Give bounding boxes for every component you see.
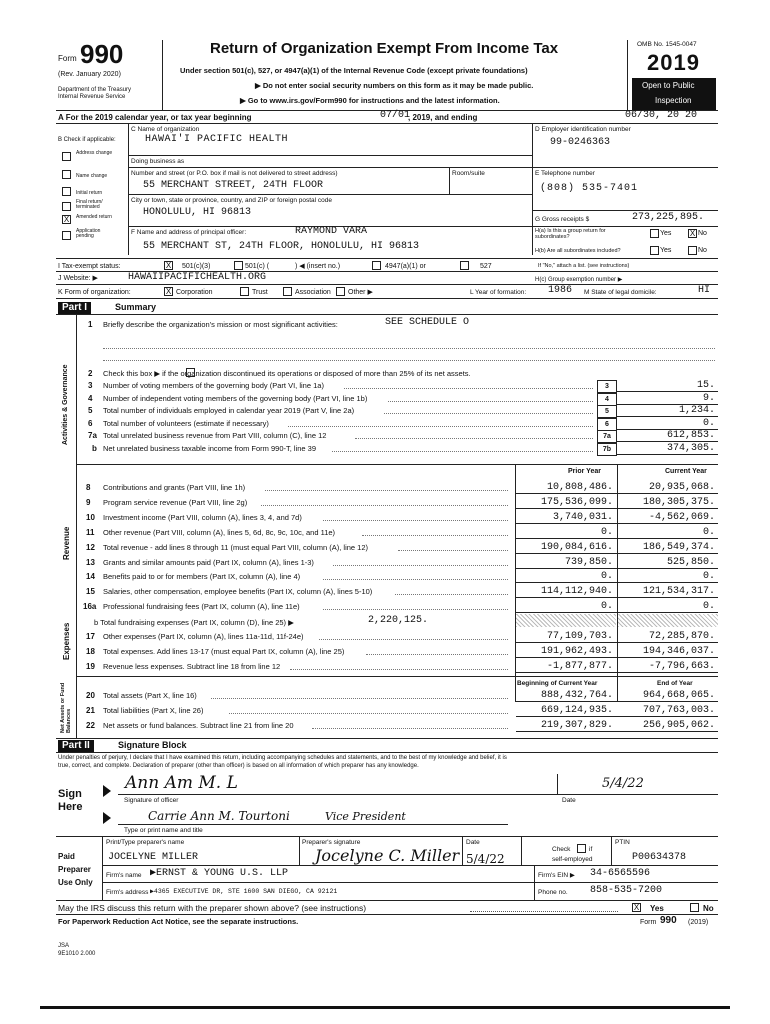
gov-line-text: Net unrelated business taxable income from Form 990-T, line 39 (103, 443, 317, 453)
fin-line-number: 21 (86, 706, 95, 715)
gov-line-text: Total unrelated business revenue from Part VIII, column (C), line 12 (103, 431, 327, 440)
prior-year-value: 0. (600, 601, 613, 613)
gov-line-text: Number of independent voting members of the governing body (Part VI, line 1b) (103, 393, 368, 403)
status-527: 527 (480, 263, 492, 270)
gov-line-number: 4 (88, 393, 93, 403)
org-other: Other ▶ (348, 289, 373, 296)
firm-address: ▶4365 EXECUTIVE DR, STE 1600 SAN DIEGO, CA 92121 (150, 888, 338, 895)
row-rule (516, 568, 718, 569)
street-address: 55 MERCHANT STREET, 24TH FLOOR (143, 180, 324, 191)
row-rule (516, 657, 718, 658)
dot-leader (319, 639, 508, 640)
tax-year-end: 06/30, 20 20 (625, 110, 698, 121)
phone: (808) 535-7401 (540, 183, 639, 194)
fin-line-text: Net assets or fund balances. Subtract line 21 from line 20 (103, 721, 294, 730)
checkbox-final-return[interactable] (62, 202, 71, 211)
current-year-value: -4,562,069. (648, 511, 715, 523)
status-501c3-checkbox[interactable]: X (165, 261, 172, 270)
sig-officer-label: Signature of officer (124, 797, 179, 804)
row-rule (516, 701, 718, 702)
row-rule (516, 523, 718, 524)
b-item-1: Name change (76, 173, 108, 179)
fin-line-number: 14 (86, 572, 95, 582)
footer-form-number: 990 (660, 915, 677, 926)
row-rule (516, 582, 718, 583)
preparer-phone: 858-535-7200 (590, 885, 663, 896)
org-name-label: C Name of organization (131, 126, 200, 133)
firm-ein-label: Firm's EIN ▶ (538, 872, 575, 879)
firm-addr-label: Firm's address (106, 889, 149, 896)
prep-signature[interactable]: Jocelyne C. Miller (315, 846, 460, 865)
firm-name: ▶ERNST & YOUNG U.S. LLP (150, 868, 289, 879)
hb-no-checkbox[interactable] (688, 246, 697, 255)
dot-leader (323, 579, 508, 580)
line16b-value: 2,220,125. (368, 615, 429, 626)
org-corporation: Corporation (176, 289, 213, 296)
b-item-3: Final return/ terminated (76, 199, 103, 210)
prior-year-value: 191,962,493. (540, 646, 613, 657)
ha-label: H(a) Is this a group return for subordinates? (535, 228, 606, 240)
city: HONOLULU, HI 96813 (143, 207, 252, 218)
discuss-yes-checkbox[interactable]: X (633, 903, 640, 912)
row-rule (516, 597, 718, 598)
prep-date: 5/4/22 (466, 852, 505, 866)
part1-tag: Part I (58, 302, 91, 314)
gov-line-number: 6 (88, 418, 93, 428)
side-expenses: Expenses (62, 622, 71, 660)
printed-name: Carrie Ann M. Tourtoni (148, 809, 290, 823)
line-a-sep: , 2019, and ending (408, 113, 478, 122)
gov-line-value: 9. (702, 392, 715, 404)
page-bottom-rule (40, 1006, 730, 1009)
current-year-value: 525,850. (666, 556, 715, 568)
state-domicile: HI (698, 285, 711, 296)
prior-year-value: 77,109,703. (546, 631, 613, 642)
fin-line-number: 12 (86, 542, 95, 552)
department: Department of the Treasury (58, 87, 132, 93)
fin-line-number: 18 (86, 647, 95, 656)
fin-line-number: 10 (86, 512, 95, 522)
row-rule (516, 716, 718, 717)
org-association: Association (295, 289, 331, 296)
prior-year-value: 3,740,031. (552, 511, 613, 523)
fin-line-number: 17 (86, 632, 95, 641)
officer-address: 55 MERCHANT ST, 24TH FLOOR, HONOLULU, HI 96813 (143, 241, 420, 252)
prep-name-label: Print/Type preparer's name (106, 839, 185, 846)
status-501c-checkbox[interactable] (234, 261, 243, 270)
row-rule (516, 493, 718, 494)
discuss-no-checkbox[interactable] (690, 903, 699, 912)
dot-leader (384, 413, 593, 414)
gov-line-text: Number of voting members of the governing body (Part VI, line 1a) (103, 381, 324, 390)
gross-receipts: 273,225,895. (632, 212, 705, 223)
row-rule (516, 642, 718, 643)
fin-line-number: 22 (86, 721, 95, 730)
side-net-assets: Net Assets or Fund Balances (60, 682, 72, 733)
hb-yes: Yes (660, 247, 672, 254)
hb-no: No (698, 247, 707, 254)
status-501c3: 501(c)(3) (182, 263, 211, 270)
dot-leader (333, 565, 508, 566)
inspection: Inspection (655, 96, 692, 105)
current-year-value: 20,935,068. (648, 482, 715, 493)
hb-note: If "No," attach a list. (see instructions) (538, 263, 630, 269)
fin-line-number: 8 (86, 483, 91, 492)
gov-line-number: b (92, 443, 97, 453)
fin-line-number: 20 (86, 691, 95, 700)
ptin-label: PTIN (615, 839, 630, 846)
shaded-prior-16b (516, 614, 616, 627)
checkbox-application-pending[interactable] (62, 231, 71, 240)
checkbox-name-change[interactable] (62, 170, 71, 179)
checkbox-initial-return[interactable] (62, 187, 71, 196)
fin-line-text: Total expenses. Add lines 13-17 (must equal Part IX, column (A), line 25) (103, 647, 345, 656)
fin-line-number: 9 (86, 497, 91, 507)
current-year-value: 0. (702, 571, 715, 583)
prep-date-label: Date (466, 839, 480, 846)
fin-line-text: Professional fundraising fees (Part IX, column (A), line 11e) (103, 602, 300, 612)
prior-year-value: 0. (600, 526, 613, 538)
gov-line-value: 0. (702, 417, 715, 429)
prior-year-value: 190,084,616. (540, 541, 613, 553)
self-employed-label: self-employed (552, 856, 593, 863)
checkbox-amended-return[interactable]: X (63, 215, 70, 224)
status-4947-checkbox[interactable] (372, 261, 381, 270)
website[interactable]: HAWAIIPACIFICHEALTH.ORG (128, 272, 267, 283)
check-label: Check (552, 846, 571, 853)
gov-line-number: 7a (88, 431, 97, 440)
phone-label: E Telephone number (535, 170, 595, 177)
dot-leader (362, 535, 508, 536)
dot-leader (312, 728, 508, 729)
row-rule (516, 672, 718, 673)
irs: Internal Revenue Service (58, 94, 126, 100)
gov-line-box: 4 (597, 393, 617, 406)
fin-line-text: Other expenses (Part IX, column (A), lines 11a-11d, 11f-24e) (103, 632, 304, 641)
ha-yes-checkbox[interactable] (650, 229, 659, 238)
b-item-0: Address change (76, 150, 113, 156)
jsa: JSA (58, 943, 70, 949)
dot-leader (332, 451, 593, 452)
current-year-value: 186,549,374. (642, 541, 715, 553)
here-label: Here (58, 801, 83, 813)
gov-line-value: 374,305. (666, 442, 715, 454)
discuss-no: No (703, 904, 714, 913)
ha-no: No (698, 230, 707, 237)
dot-leader (265, 490, 508, 491)
street-label: Number and street (or P.O. box if mail is not delivered to street address) (131, 170, 338, 177)
status-527-checkbox[interactable] (460, 261, 469, 270)
prior-year-value: 0. (600, 571, 613, 583)
penalty-line-1: Under penalties of perjury, I declare that I have examined this return, including accompanying schedules and statements, and to the best of my knowledge and belief, it is (58, 755, 507, 761)
status-4947: 4947(a)(1) or (385, 263, 426, 270)
if-label: if (589, 846, 593, 853)
current-year-value: 256,905,062. (642, 720, 715, 731)
side-revenue: Revenue (62, 526, 71, 560)
preparer-label: Preparer (58, 865, 91, 874)
prior-year-value: 888,432,764. (540, 690, 613, 701)
form-number: 990 (80, 39, 124, 69)
fin-line-text: Program service revenue (Part VIII, line 2g) (103, 497, 248, 507)
current-year-value: 121,534,317. (642, 586, 715, 598)
prior-year-value: 219,307,829. (540, 720, 613, 731)
current-year-value: 0. (702, 526, 715, 538)
mission: SEE SCHEDULE O (385, 317, 470, 328)
discuss-yes: Yes (650, 904, 664, 913)
omb-number: OMB No. 1545-0047 (637, 41, 697, 48)
line1-number: 1 (88, 320, 93, 329)
sig-date-label: Date (562, 797, 576, 804)
boy-header: Beginning of Current Year (517, 680, 598, 687)
status-insert-no: ) ◀ (insert no.) (295, 263, 341, 270)
fin-line-text: Investment income (Part VIII, column (A), lines 3, 4, and 7d) (103, 512, 302, 522)
line2-text: Check this box ▶ if the organization discontinued its operations or disposed of more than 25% of its net assets. (103, 369, 471, 378)
dot-leader (388, 401, 593, 402)
section-b-label: B Check if applicable: (58, 137, 116, 143)
hc-label: H(c) Group exemption number ▶ (535, 277, 623, 283)
fin-line-number: 15 (86, 587, 95, 597)
form-title: Return of Organization Exempt From Income Tax (210, 40, 559, 57)
org-association-checkbox[interactable] (283, 287, 292, 296)
ha-no-checkbox[interactable]: X (689, 229, 696, 238)
b-item-2: Initial return (76, 190, 103, 196)
self-employed-checkbox[interactable] (577, 844, 586, 853)
hb-yes-checkbox[interactable] (650, 246, 659, 255)
gov-line-value: 1,234. (678, 405, 715, 416)
current-year-header: Current Year (665, 468, 707, 475)
ha-yes: Yes (660, 230, 672, 237)
jsa-code: 9E1010 2.000 (58, 951, 96, 957)
prior-year-value: 114,112,940. (540, 586, 613, 598)
fin-line-text: Salaries, other compensation, employee benefits (Part IX, column (A), lines 5-10) (103, 587, 373, 597)
firm-name-label: Firm's name (106, 872, 142, 879)
state-domicile-label: M State of legal domicile: (584, 289, 657, 296)
open-public: Open to Public (642, 81, 695, 90)
penalty-line-2: true, correct, and complete. Declaration of preparer (other than officer) is based on all information of which preparer has any knowledge. (58, 763, 419, 769)
city-label: City or town, state or province, country, and ZIP or foreign postal code (131, 197, 332, 204)
dot-leader (323, 609, 508, 610)
line-k-label: K Form of organization: (58, 289, 131, 296)
org-other-checkbox[interactable] (336, 287, 345, 296)
line1-text: Briefly describe the organization's mission or most significant activities: (103, 320, 338, 329)
line-j-label: J Website: ▶ (58, 275, 98, 282)
fin-line-text: Other revenue (Part VIII, column (A), lines 5, 6d, 8c, 9c, 10c, and 11e) (103, 527, 336, 537)
officer-name: RAYMOND VARA (295, 226, 368, 237)
part2-tag: Part II (58, 740, 94, 752)
gov-line-text: Total number of volunteers (estimate if necessary) (103, 418, 269, 428)
current-year-value: 707,763,003. (642, 705, 715, 716)
room-label: Room/suite (452, 170, 485, 177)
line-a-label: A For the 2019 calendar year, or tax year beginning (58, 113, 252, 122)
current-year-value: 72,285,870. (648, 631, 715, 642)
part2-title: Signature Block (118, 740, 187, 750)
rev-date: (Rev. January 2020) (58, 71, 121, 78)
ein-label: D Employer identification number (535, 126, 631, 133)
dba-label: Doing business as (131, 158, 185, 165)
prior-year-value: 175,536,099. (540, 496, 613, 508)
dot-leader (323, 520, 508, 521)
row-rule (516, 731, 718, 732)
row-rule (516, 553, 718, 554)
officer-date: 5/4/22 (602, 776, 644, 791)
sign-label: Sign (58, 788, 82, 800)
hb-label: H(b) Are all subordinates included? (535, 248, 621, 254)
paperwork-notice: For Paperwork Reduction Act Notice, see the separate instructions. (58, 917, 299, 926)
fin-line-number: 19 (86, 662, 95, 671)
shaded-current-16b (618, 614, 718, 627)
officer-signature[interactable]: Ann Am M. L (125, 773, 238, 793)
footer-form-label: Form (640, 919, 657, 926)
discuss-text: May the IRS discuss this return with the preparer shown above? (see instructions) (58, 903, 367, 913)
prior-year-value: 669,124,935. (540, 705, 613, 716)
status-501c: 501(c) ( (245, 263, 270, 270)
fin-line-number: 16a (83, 602, 97, 612)
row-rule (516, 508, 718, 509)
dot-leader (261, 505, 508, 506)
fin-line-text: Total assets (Part X, line 16) (103, 691, 197, 700)
current-year-value: 964,668,065. (642, 690, 715, 701)
line2-number: 2 (88, 369, 93, 378)
gov-line-number: 5 (88, 406, 93, 415)
gov-line-number: 3 (88, 381, 93, 390)
gross-label: G Gross receipts $ (535, 216, 590, 223)
current-year-value: -7,796,663. (648, 661, 715, 672)
gov-line-box: 3 (597, 380, 617, 393)
firm-ein: 34-6565596 (590, 868, 651, 879)
prior-year-header: Prior Year (568, 468, 601, 475)
current-year-value: 194,346,037. (642, 646, 715, 657)
fin-line-text: Total liabilities (Part X, line 26) (103, 706, 204, 715)
fin-line-text: Total revenue - add lines 8 through 11 (must equal Part VIII, column (A), line 12) (103, 542, 368, 552)
gov-line-box: 7a (597, 430, 617, 443)
gov-line-value: 612,853. (666, 430, 715, 441)
fin-line-text: Contributions and grants (Part VIII, line 1h) (103, 483, 246, 492)
org-trust-checkbox[interactable] (240, 287, 249, 296)
gov-line-value: 15. (696, 380, 715, 391)
discontinued-checkbox[interactable] (186, 368, 195, 377)
type-name-label: Type or print name and title (124, 827, 203, 834)
org-trust: Trust (252, 289, 268, 296)
line16b-text: b Total fundraising expenses (Part IX, column (D), line 25) ▶ (94, 618, 294, 627)
printed-title: Vice President (325, 810, 406, 823)
prep-name: JOCELYNE MILLER (108, 852, 199, 863)
b-item-4: Amended return (76, 214, 112, 220)
form-subtitle: Under section 501(c), 527, or 4947(a)(1) of the Internal Revenue Code (except private foundations) (180, 66, 528, 75)
line-i-label: I Tax-exempt status: (58, 263, 121, 270)
current-year-value: 0. (702, 601, 715, 613)
gov-line-box: 7b (597, 443, 617, 456)
prep-sig-label: Preparer's signature (302, 839, 361, 846)
officer-label: F Name and address of principal officer: (131, 229, 247, 236)
tax-year-begin: 07/01 (380, 110, 411, 121)
dot-leader (366, 654, 508, 655)
form-label: Form (58, 54, 77, 63)
dot-leader (355, 438, 593, 439)
instruction-1: ▶ Do not enter social security numbers on this form as it may be made public. (255, 81, 534, 90)
year-formation-label: L Year of formation: (470, 289, 527, 296)
ein: 99-0246363 (550, 137, 611, 148)
eoy-header: End of Year (657, 680, 693, 687)
prior-year-value: -1,877,877. (546, 661, 613, 672)
side-governance: Activities & Governance (62, 364, 69, 445)
phone-no-label: Phone no. (538, 889, 568, 896)
footer-form-year: (2019) (688, 919, 709, 926)
tax-year: 2019 (647, 50, 700, 75)
gov-line-box: 6 (597, 418, 617, 431)
fin-line-text: Revenue less expenses. Subtract line 18 from line 12 (103, 662, 281, 671)
fin-line-text: Benefits paid to or for members (Part IX, column (A), line 4) (103, 572, 301, 582)
year-formation: 1986 (548, 285, 573, 296)
dot-leader (344, 388, 594, 389)
paid-label: Paid (58, 852, 75, 861)
sign-arrow-1 (103, 785, 111, 797)
dot-leader (395, 594, 508, 595)
dot-leader (229, 713, 508, 714)
prior-year-value: 739,850. (564, 556, 613, 568)
org-name: HAWAI'I PACIFIC HEALTH (145, 134, 289, 145)
prior-year-value: 10,808,486. (546, 482, 613, 493)
sign-arrow-2 (103, 812, 111, 824)
instruction-2: ▶ Go to www.irs.gov/Form990 for instructions and the latest information. (240, 96, 500, 105)
use-only-label: Use Only (58, 878, 93, 887)
gov-line-text: Total number of individuals employed in calendar year 2019 (Part V, line 2a) (103, 406, 355, 415)
checkbox-address-change[interactable] (62, 152, 71, 161)
dot-leader (211, 698, 508, 699)
row-rule (617, 454, 718, 455)
row-rule (516, 538, 718, 539)
ptin: P00634378 (632, 852, 687, 863)
gov-line-box: 5 (597, 405, 617, 418)
part1-title: Summary (115, 302, 157, 312)
current-year-value: 180,305,375. (642, 496, 715, 508)
dot-leader (288, 426, 593, 427)
fin-line-text: Grants and similar amounts paid (Part IX, column (A), lines 1-3) (103, 557, 314, 567)
dot-leader (290, 669, 508, 670)
fin-line-number: 13 (86, 557, 95, 567)
dot-leader (398, 550, 508, 551)
fin-line-number: 11 (86, 527, 95, 537)
b-item-5: Application pending (76, 228, 101, 239)
org-corporation-checkbox[interactable]: X (165, 287, 172, 296)
